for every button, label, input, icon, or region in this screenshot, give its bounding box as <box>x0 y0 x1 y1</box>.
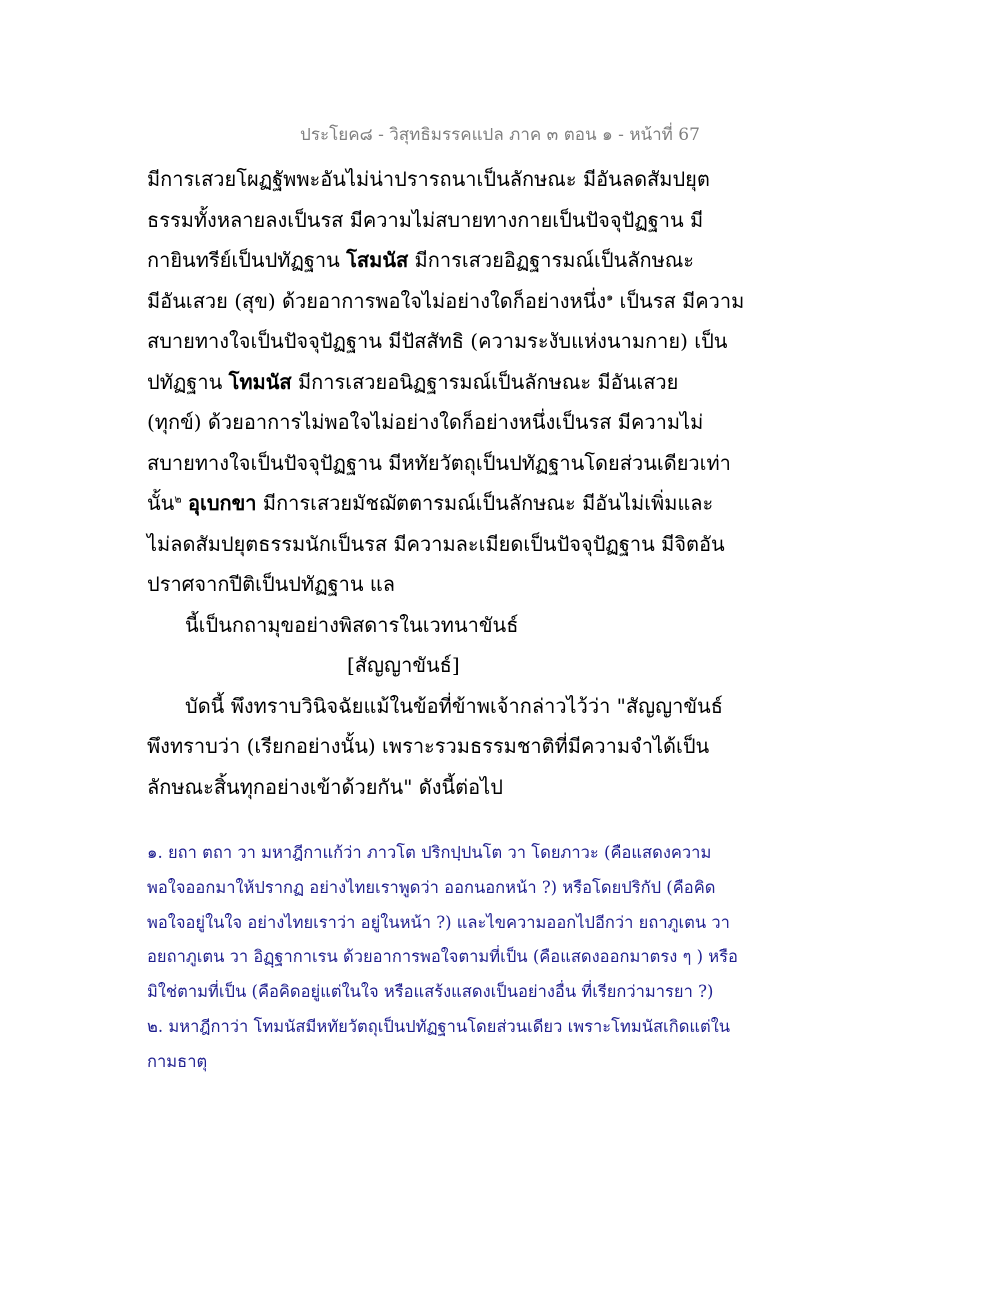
footnotes <box>147 836 907 1080</box>
text-line: (ทุกข์) ด้วยอาการไม่พอใจไม่อย่างใดก็อย่างหนึ่งเป็นรส มีความไม่ <box>147 410 704 434</box>
text-fragment: มีการเสวยอนิฏฐารมณ์เป็นลักษณะ มีอันเสวย <box>291 369 679 394</box>
text-fragment: ปทัฏฐาน <box>147 369 229 394</box>
term-upekkha: อุเบกขา <box>187 491 257 515</box>
footnote-ref-2: ๒ <box>174 492 182 506</box>
footnote-line: กามธาตุ <box>147 1051 208 1071</box>
text-fragment: มีการเสวยมัชฌัตตารมณ์เป็นลักษณะ มีอันไม่เพิ่มและ <box>256 491 714 515</box>
text-fragment: นั้น <box>147 491 175 515</box>
term-somanassa: โสมนัส <box>346 248 409 272</box>
text-line: พึงทราบว่า (เรียกอย่างนั้น) เพราะรวมธรรมชาติที่มีความจำได้เป็น <box>147 734 710 758</box>
section-heading: [สัญญาขันธ์] <box>347 653 460 677</box>
text-line <box>147 281 907 322</box>
text-line <box>147 362 907 403</box>
footnote-ref-1: ๑ <box>606 289 614 303</box>
footnote-line: พอใจออกมาให้ปรากฏ อย่างไทยเราพูดว่า ออกนอกหน้า ?) หรือโดยปริกัป (คือคิด <box>147 877 716 897</box>
footnote-line: ๒. มหาฎีกาว่า โทมนัสมีหทัยวัตถุเป็นปทัฏฐานโดยส่วนเดียว เพราะโทมนัสเกิดแต่ใน <box>147 1016 731 1036</box>
footnote-line: มิใช่ตามที่เป็น (คือคิดอยู่แต่ในใจ หรือแสร้งแสดงเป็นอย่างอื่น ที่เรียกว่ามารยา ?) <box>147 982 714 1002</box>
text-line: ธรรมทั้งหลายลงเป็นรส มีความไม่สบายทางกายเป็นปัจจุปัฏฐาน มี <box>147 207 704 232</box>
term-domanassa: โทมนัส <box>228 369 292 394</box>
text-line: ไม่ลดสัมปยุตธรรมนักเป็นรส มีความละเมียดเป็นปัจจุปัฏฐาน มีจิตอัน <box>147 531 725 556</box>
text-line: ลักษณะสิ้นทุกอย่างเข้าด้วยกัน" ดังนี้ต่อไป <box>147 774 503 799</box>
text-fragment: เป็นรส มีความ <box>613 288 745 313</box>
text-line <box>147 483 907 524</box>
text-line: สบายทางใจเป็นปัจจุปัฏฐาน มีปัสสัทธิ (ความระงับแห่งนามกาย) เป็น <box>147 329 728 353</box>
text-line: นี้เป็นกถามุขอย่างพิสดารในเวทนาขันธ์ <box>185 612 519 637</box>
footnote-line: พอใจอยู่ในใจ อย่างไทยเราว่า อยู่ในหน้า ?) และไขความออกไปอีกว่า ยถาภูเตน วา <box>147 912 730 932</box>
footnote-line: ๑. ยถา ตถา วา มหาฎีกาแก้ว่า ภาวโต ปริกปฺปนโต วา โดยภาวะ (คือแสดงความ <box>147 843 712 862</box>
text-fragment: มีอันเสวย (สุข) ด้วยอาการพอใจไม่อย่างใดก็อย่างหนึ่ง <box>147 288 607 313</box>
text-fragment: กายินทรีย์เป็นปทัฏฐาน <box>147 248 347 272</box>
text-fragment: มีการเสวยอิฏฐารมณ์เป็นลักษณะ <box>408 248 695 272</box>
text-line: ปราศจากปีติเป็นปทัฏฐาน แล <box>147 572 396 596</box>
text-line <box>147 240 907 281</box>
text-line: บัดนี้ พึงทราบวินิจฉัยแม้ในข้อที่ข้าพเจ้ากล่าวไว้ว่า "สัญญาขันธ์ <box>185 693 723 718</box>
footnote-line: อยถาภูเตน วา อิฏฺฐากาเรน ด้วยอาการพอใจตามที่เป็น (คือแสดงออกมาตรง ๆ ) หรือ <box>147 947 738 967</box>
text-line: สบายทางใจเป็นปัจจุปัฏฐาน มีหทัยวัตถุเป็นปทัฏฐานโดยส่วนเดียวเท่า <box>147 450 731 475</box>
main-text <box>147 159 907 807</box>
page-header: ประโยค๘ - วิสุทธิมรรคแปล ภาค ๓ ตอน ๑ - หน้าที่ 67 <box>300 125 700 145</box>
text-line: มีการเสวยโผฏฐัพพะอันไม่น่าปรารถนาเป็นลักษณะ มีอันลดสัมปยุต <box>147 167 710 191</box>
